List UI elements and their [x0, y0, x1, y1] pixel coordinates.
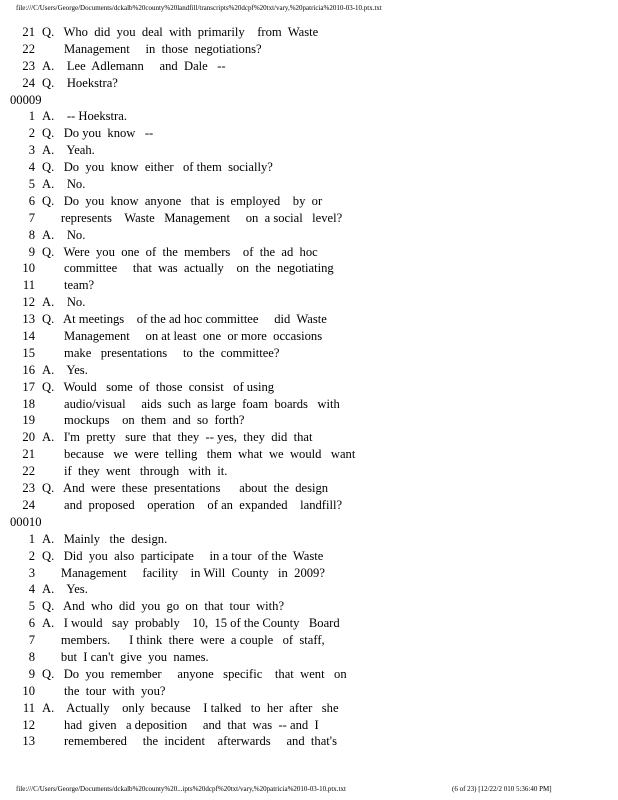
transcript-line — [10, 581, 610, 598]
page-number-marker — [10, 514, 610, 531]
line-number: 9 — [28, 244, 35, 259]
line-number: 1 — [28, 531, 35, 546]
line-text: because we were telling them what we would want — [42, 447, 356, 462]
line-number: 22 — [22, 464, 35, 479]
transcript-line — [10, 463, 610, 480]
line-text: A. I would say probably 10, 15 of the County Board — [42, 616, 340, 631]
line-number: 9 — [28, 666, 35, 681]
line-number: 4 — [28, 160, 35, 175]
line-text: mockups on them and so forth? — [42, 413, 245, 428]
page-number: 00009 — [10, 92, 42, 107]
transcript-line — [10, 24, 610, 41]
line-text: A. No. — [42, 295, 86, 310]
line-text: Management on at least one or more occasions — [42, 329, 323, 344]
line-number: 15 — [22, 345, 35, 360]
line-text: if they went through with it. — [42, 464, 228, 479]
line-number: 5 — [28, 599, 35, 614]
transcript-line — [10, 497, 610, 514]
transcript-body — [10, 24, 610, 750]
line-number: 21 — [22, 447, 35, 462]
line-number: 3 — [28, 565, 35, 580]
line-number: 21 — [22, 25, 35, 39]
transcript-line — [10, 176, 610, 193]
line-text: committee that was actually on the negotiating — [42, 261, 334, 276]
line-text: make presentations to the committee? — [42, 345, 280, 360]
line-text: Management facility in Will County in 2009? — [42, 565, 325, 580]
line-number: 12 — [22, 717, 35, 732]
transcript-line — [10, 429, 610, 446]
line-text: had given a deposition and that was -- and I — [42, 717, 319, 732]
transcript-line — [10, 58, 610, 75]
line-number: 7 — [28, 633, 35, 648]
line-text: A. Actually only because I talked to her after she — [42, 700, 339, 715]
transcript-line — [10, 446, 610, 463]
line-number: 16 — [22, 362, 35, 377]
line-text: but I can't give you names. — [42, 649, 209, 664]
line-number: 10 — [22, 261, 35, 276]
line-text: A. Yes. — [42, 582, 88, 597]
line-number: 24 — [22, 75, 35, 90]
transcript-line — [10, 193, 610, 210]
line-text: Q. And who did you go on that tour with? — [42, 599, 285, 614]
transcript-line — [10, 548, 610, 565]
transcript-line — [10, 396, 610, 413]
line-text: remembered the incident afterwards and that's — [42, 734, 337, 749]
transcript-line — [10, 362, 610, 379]
transcript-line — [10, 244, 610, 261]
transcript-line — [10, 345, 610, 362]
transcript-line — [10, 598, 610, 615]
line-number: 8 — [28, 227, 35, 242]
transcript-line — [10, 108, 610, 125]
line-text: Q. Do you know anyone that is employed by or — [42, 193, 323, 208]
line-text: Management in those negotiations? — [42, 41, 262, 56]
line-number: 24 — [22, 497, 35, 512]
line-number: 2 — [28, 548, 35, 563]
line-number: 18 — [22, 396, 35, 411]
transcript-line — [10, 379, 610, 396]
line-text: Q. Do you know -- — [42, 126, 154, 141]
line-number: 6 — [28, 616, 35, 631]
line-number: 8 — [28, 649, 35, 664]
transcript-line — [10, 311, 610, 328]
line-text: A. Yeah. — [42, 143, 95, 158]
transcript-line — [10, 531, 610, 548]
line-number: 17 — [22, 379, 35, 394]
line-text: Q. Would some of those consist of using — [42, 379, 275, 394]
line-text: Q. Did you also participate in a tour of the Waste — [42, 548, 324, 563]
transcript-line — [10, 75, 610, 92]
page-info-footer: (6 of 23) [12/22/2 010 5:36:40 PM] — [452, 785, 552, 793]
line-text: Q. Do you know either of them socially? — [42, 160, 273, 175]
line-text: A. I'm pretty sure that they -- yes, they did that — [42, 430, 313, 445]
line-number: 11 — [22, 700, 35, 715]
transcript-line — [10, 142, 610, 159]
line-number: 7 — [28, 210, 35, 225]
transcript-line — [10, 227, 610, 244]
transcript-line — [10, 666, 610, 683]
transcript-line — [10, 632, 610, 649]
page-number: 00010 — [10, 514, 42, 529]
transcript-line — [10, 412, 610, 429]
line-number: 23 — [22, 481, 35, 496]
line-text: audio/visual aids such as large foam boards with — [42, 396, 340, 411]
line-number: 14 — [22, 329, 35, 344]
transcript-line — [10, 41, 610, 58]
line-number: 13 — [22, 312, 35, 327]
line-number: 23 — [22, 58, 35, 73]
line-number: 19 — [22, 413, 35, 428]
line-text: represents Waste Management on a social level? — [42, 210, 343, 225]
line-text: Q. Do you remember anyone specific that went on — [42, 666, 347, 681]
transcript-line — [10, 328, 610, 345]
line-text: Q. Hoekstra? — [42, 75, 118, 90]
line-number: 10 — [22, 683, 35, 698]
line-number: 5 — [28, 177, 35, 192]
transcript-line — [10, 733, 610, 750]
transcript-line — [10, 480, 610, 497]
file-path-header: file:///C/Users/George/Documents/dckalb%20county%20landfill/transcripts%20dcpf%20txt/vary,%20patricia%2010-03-10.ptx.txt — [16, 4, 382, 12]
transcript-line — [10, 649, 610, 666]
line-number: 22 — [22, 41, 35, 56]
transcript-line — [10, 260, 610, 277]
page-number-marker — [10, 92, 610, 109]
line-number: 20 — [22, 430, 35, 445]
transcript-line — [10, 125, 610, 142]
line-number: 1 — [28, 109, 35, 124]
line-text: A. No. — [42, 177, 86, 192]
line-text: A. -- Hoekstra. — [42, 109, 127, 124]
file-path-footer: file:///C/Users/George/Documents/dckalb%20county%20...ipts%20dcpf%20txt/vary,%20patricia%2010-03-10.ptx.txt — [16, 785, 346, 793]
line-text: A. Yes. — [42, 362, 88, 377]
line-number: 12 — [22, 295, 35, 310]
line-text: the tour with you? — [42, 683, 166, 698]
transcript-line — [10, 717, 610, 734]
transcript-line — [10, 159, 610, 176]
line-number: 6 — [28, 193, 35, 208]
transcript-line — [10, 277, 610, 294]
line-text: Q. At meetings of the ad hoc committee did Waste — [42, 312, 327, 327]
line-text: members. I think there were a couple of staff, — [42, 633, 325, 648]
transcript-line — [10, 210, 610, 227]
line-number: 13 — [22, 734, 35, 749]
line-number: 3 — [28, 143, 35, 158]
line-text: A. Mainly the design. — [42, 531, 168, 546]
line-number: 2 — [28, 126, 35, 141]
transcript-line — [10, 615, 610, 632]
line-text: Q. Were you one of the members of the ad hoc — [42, 244, 318, 259]
line-text: A. Lee Adlemann and Dale -- — [42, 58, 226, 73]
line-text: team? — [42, 278, 95, 293]
line-number: 4 — [28, 582, 35, 597]
transcript-line — [10, 700, 610, 717]
line-number: 11 — [22, 278, 35, 293]
line-text: Q. Who did you deal with primarily from Waste — [42, 25, 319, 39]
line-text: Q. And were these presentations about the design — [42, 481, 329, 496]
line-text: A. No. — [42, 227, 86, 242]
transcript-line — [10, 294, 610, 311]
transcript-line — [10, 565, 610, 582]
line-text: and proposed operation of an expanded landfill? — [42, 497, 343, 512]
transcript-line — [10, 683, 610, 700]
